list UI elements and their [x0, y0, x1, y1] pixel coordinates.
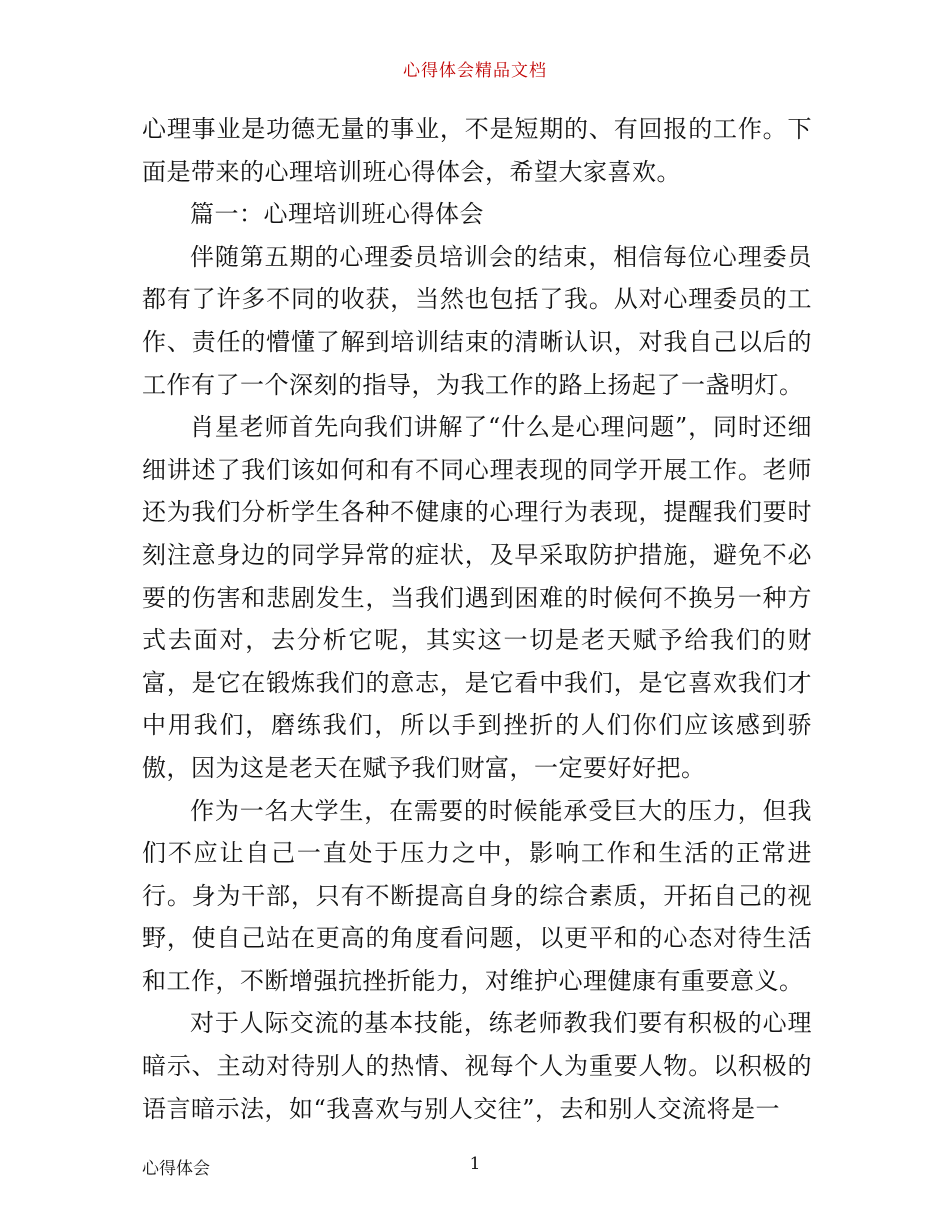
section-heading: 篇一：心理培训班心得体会	[190, 200, 484, 229]
page-number: 1	[469, 1154, 481, 1174]
footer-label: 心得体会	[142, 1159, 210, 1179]
document-body	[142, 108, 812, 1130]
paragraph: 肖星老师首先向我们讲解了“什么是心理问题”，同时还细细讲述了我们该如何和有不同心理表现的同学开展工作。老师还为我们分析学生各种不健康的心理行为表现，提醒我们要时刻注意身边的同学异常的症状，及早采取防护措施，避免不必要的伤害和悲剧发生，当我们遇到困难的时候何不换另一种方式去面对，去分析它呢，其实这一切是老天赋予给我们的财富，是它在锻炼我们的意志，是它看中我们，是它喜欢我们才中用我们，磨练我们，所以手到挫折的人们你们应该感到骄傲，因为这是老天在赋予我们财富，一定要好好把。	[142, 413, 812, 782]
paragraph: 对于人际交流的基本技能，练老师教我们要有积极的心理暗示、主动对待别人的热情、视每个人为重要人物。以积极的语言暗示法，如“我喜欢与别人交往”，去和别人交流将是一	[142, 1009, 812, 1123]
paragraph: 作为一名大学生，在需要的时候能承受巨大的压力，但我们不应让自己一直处于压力之中，影响工作和生活的正常进行。身为干部，只有不断提高自身的综合素质，开拓自己的视野，使自己站在更高的角度看问题，以更平和的心态对待生活和工作，不断增强抗挫折能力，对维护心理健康有重要意义。	[142, 796, 812, 995]
paragraph-intro: 心理事业是功德无量的事业，不是短期的、有回报的工作。下面是带来的心理培训班心得体会，希望大家喜欢。	[142, 115, 812, 186]
paragraph: 伴随第五期的心理委员培训会的结束，相信每位心理委员都有了许多不同的收获，当然也包括了我。从对心理委员的工作、责任的懵懂了解到培训结束的清晰认识，对我自己以后的工作有了一个深刻的指导，为我工作的路上扬起了一盏明灯。	[142, 242, 812, 399]
page-header-title: 心得体会精品文档	[403, 61, 547, 81]
